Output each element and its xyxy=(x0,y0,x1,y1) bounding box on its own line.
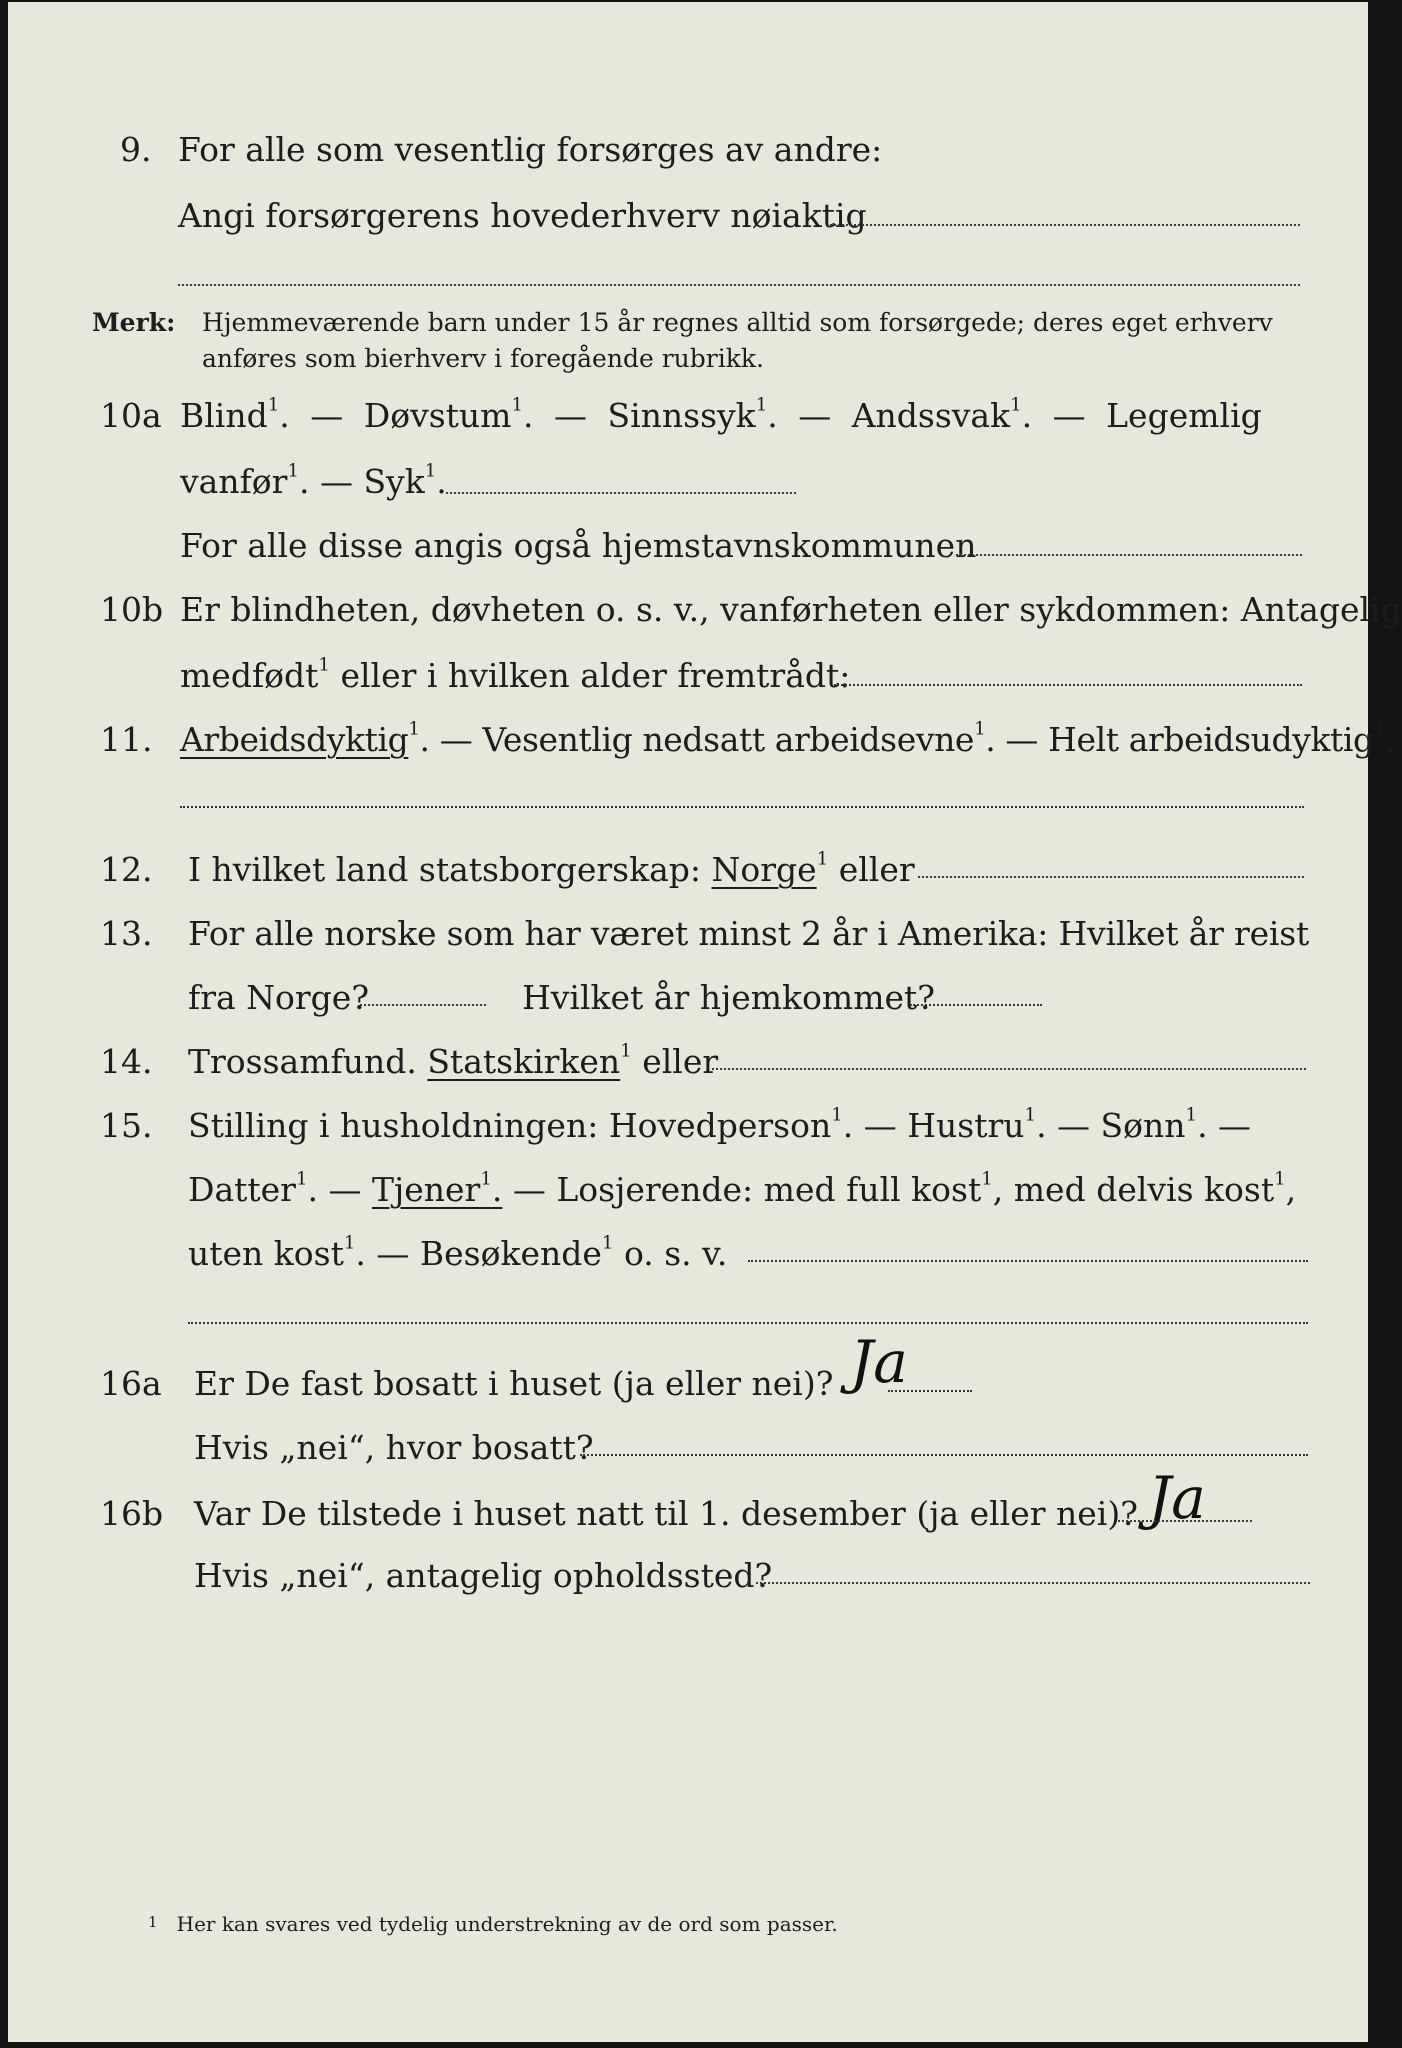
q10a-syk-answer-line[interactable] xyxy=(446,492,796,494)
q13-line2-part1: fra Norge? xyxy=(188,978,370,1017)
q9-line2: Angi forsørgerens hovederhverv nøiaktig xyxy=(178,196,867,235)
q9-answer-line-2[interactable] xyxy=(178,284,1300,286)
q10a-hjemstavn-answer-line[interactable] xyxy=(956,554,1302,556)
census-form-page xyxy=(8,2,1402,2042)
q12-answer-line[interactable] xyxy=(918,876,1304,878)
q10b-line2: medfødt$^1$ eller i hvilken alder fremtrådt: xyxy=(180,654,851,695)
q16a-line2: Hvis „nei“, hvor bosatt? xyxy=(194,1428,594,1467)
merk-line2: anføres som bierhverv i foregående rubrikk. xyxy=(202,344,764,373)
merk-label: Merk: xyxy=(92,308,176,337)
q13-line2-part2: Hvilket år hjemkommet? xyxy=(522,978,935,1017)
q10b-number: 10b xyxy=(100,590,164,629)
q14-number: 14. xyxy=(100,1042,153,1081)
q10b-line1: Er blindheten, døvheten o. s. v., vanførheten eller sykdommen: Antagelig xyxy=(180,590,1402,629)
q10a-number: 10a xyxy=(100,396,162,435)
q16b-opholdssted-answer-line[interactable] xyxy=(756,1582,1310,1584)
q15-answer-line[interactable] xyxy=(748,1260,1308,1262)
q13-hjemkommet-answer-line[interactable] xyxy=(910,1004,1042,1006)
q11-number: 11. xyxy=(100,720,153,759)
q9-line1: For alle som vesentlig forsørges av andre: xyxy=(178,130,883,169)
q10a-line1: Blind$^1$. — Døvstum$^1$. — Sinnssyk$^1$. — Andssvak$^1$. — Legemlig xyxy=(180,394,1262,435)
q16a-line1: Er De fast bosatt i huset (ja eller nei)? xyxy=(194,1364,834,1403)
q16a-number: 16a xyxy=(100,1364,162,1403)
q13-number: 13. xyxy=(100,914,153,953)
q14-answer-line[interactable] xyxy=(712,1068,1306,1070)
q16b-number: 16b xyxy=(100,1494,164,1533)
q11-line1: Arbeidsdyktig$^1$. — Vesentlig nedsatt arbeidsevne$^1$. — Helt arbeidsudyktig$^1$. xyxy=(180,718,1396,759)
q16a-handwritten-answer: Ja xyxy=(850,1328,908,1396)
q13-line1: For alle norske som har været minst 2 år i Amerika: Hvilket år reist xyxy=(188,914,1310,953)
q16b-line2: Hvis „nei“, antagelig opholdssted? xyxy=(194,1556,773,1595)
q16b-answer-line[interactable] xyxy=(1118,1520,1252,1522)
q10b-answer-line[interactable] xyxy=(834,684,1302,686)
q9-number: 9. xyxy=(120,130,152,169)
q15-number: 15. xyxy=(100,1106,153,1145)
q16b-handwritten-answer: Ja xyxy=(1148,1464,1206,1532)
q15-line1: Stilling i husholdningen: Hovedperson$^1$. — Hustru$^1$. — Sønn$^1$. — xyxy=(188,1104,1252,1145)
q16b-line1: Var De tilstede i huset natt til 1. desember (ja eller nei)? xyxy=(194,1494,1138,1533)
q10a-line3: For alle disse angis også hjemstavnskommunen xyxy=(180,526,977,565)
q16a-bosatt-answer-line[interactable] xyxy=(580,1454,1308,1456)
q10a-line2: vanfør$^1$. — Syk$^1$. xyxy=(180,460,447,501)
q9-answer-line[interactable] xyxy=(830,224,1300,226)
q11-answer-line[interactable] xyxy=(180,806,1304,808)
q15-line3: uten kost$^1$. — Besøkende$^1$ o. s. v. xyxy=(188,1232,728,1273)
merk-line1: Hjemmeværende barn under 15 år regnes alltid som forsørgede; deres eget erhverv xyxy=(202,308,1273,337)
q12-line1: I hvilket land statsborgerskap: Norge$^1$ eller xyxy=(188,848,915,889)
q14-line1: Trossamfund. Statskirken$^1$ eller xyxy=(188,1040,719,1081)
q15-answer-line-2[interactable] xyxy=(188,1322,1308,1324)
q12-number: 12. xyxy=(100,850,153,889)
q16a-answer-line[interactable] xyxy=(888,1390,972,1392)
footnote: $^1$ Her kan svares ved tydelig understrekning av de ord som passer. xyxy=(148,1912,838,1936)
q13-reist-answer-line[interactable] xyxy=(360,1004,486,1006)
q15-line2: Datter$^1$. — Tjener$^1$. — Losjerende: med full kost$^1$, med delvis kost$^1$, xyxy=(188,1168,1297,1209)
